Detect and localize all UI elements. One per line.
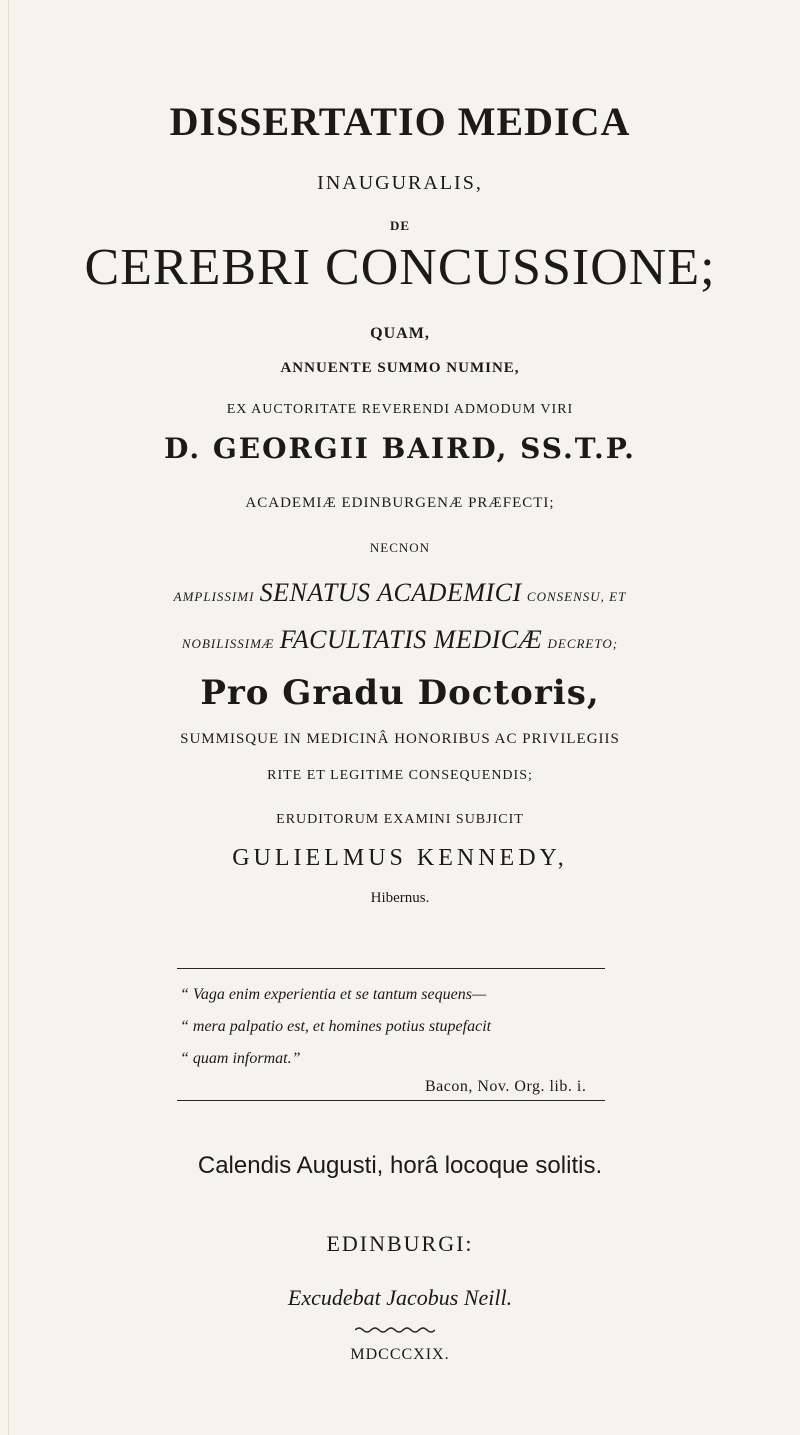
summisque-line: SUMMISQUE IN MEDICINÂ HONORIBUS AC PRIVILEGIIS — [180, 731, 620, 747]
quote-rule-bottom — [177, 1100, 605, 1101]
wavy-ornament — [355, 1326, 435, 1334]
imprint-city: EDINBURGI: — [326, 1231, 474, 1256]
author-name: GULIELMUS KENNEDY, — [232, 845, 568, 871]
annuente-line: ANNUENTE SUMMO NUMINE, — [280, 360, 520, 376]
subject-heading: CEREBRI CONCUSSIONE; — [84, 239, 716, 296]
senatus-line — [0, 578, 800, 608]
imprint-printer: Excudebat Jacobus Neill. — [287, 1285, 513, 1310]
facultatis-prefix: NOBILISSIMÆ — [181, 636, 275, 651]
quote-rule-top — [177, 968, 605, 969]
page-edge — [8, 0, 9, 1435]
auctoritate-line: EX AUCTORITATE REVERENDI ADMODUM VIRI — [226, 402, 574, 417]
author-origin: Hibernus. — [370, 890, 430, 906]
imprint-year: MDCCCXIX. — [350, 1346, 450, 1363]
eruditorum-line: ERUDITORUM EXAMINI SUBJICIT — [276, 812, 524, 827]
senatus-suffix: CONSENSU, ET — [526, 589, 627, 604]
calendis-line: Calendis Augusti, horâ locoque solitis. — [197, 1152, 603, 1179]
epigraph-source: Bacon, Nov. Org. lib. i. — [425, 1078, 587, 1095]
epigraph-line-3: “ quam informat.” — [180, 1050, 301, 1067]
epigraph-line-1: “ Vaga enim experientia et se tantum sequens— — [180, 986, 487, 1003]
facultatis-name: FACULTATIS MEDICÆ — [279, 625, 543, 654]
quam-label: QUAM, — [370, 325, 430, 342]
senatus-prefix: AMPLISSIMI — [173, 589, 255, 604]
senatus-name: SENATUS ACADEMICI — [259, 578, 522, 607]
facultatis-line — [0, 625, 800, 655]
facultatis-suffix: DECRETO; — [547, 636, 619, 651]
de-label: DE — [389, 218, 411, 233]
georgii-baird-line: D. GEORGII BAIRD, SS.T.P. — [164, 432, 636, 465]
rite-line: RITE ET LEGITIME CONSEQUENDIS; — [267, 768, 533, 783]
pro-gradu-line: Pro Gradu Doctoris, — [200, 673, 600, 713]
dissertation-subtitle: INAUGURALIS, — [317, 172, 483, 194]
epigraph-line-2: “ mera palpatio est, et homines potius stupefacit — [180, 1018, 492, 1035]
necnon-label: NECNON — [369, 540, 431, 555]
dissertation-title: DISSERTATIO MEDICA — [169, 99, 631, 144]
academiae-line: ACADEMIÆ EDINBURGENÆ PRÆFECTI; — [245, 495, 555, 511]
